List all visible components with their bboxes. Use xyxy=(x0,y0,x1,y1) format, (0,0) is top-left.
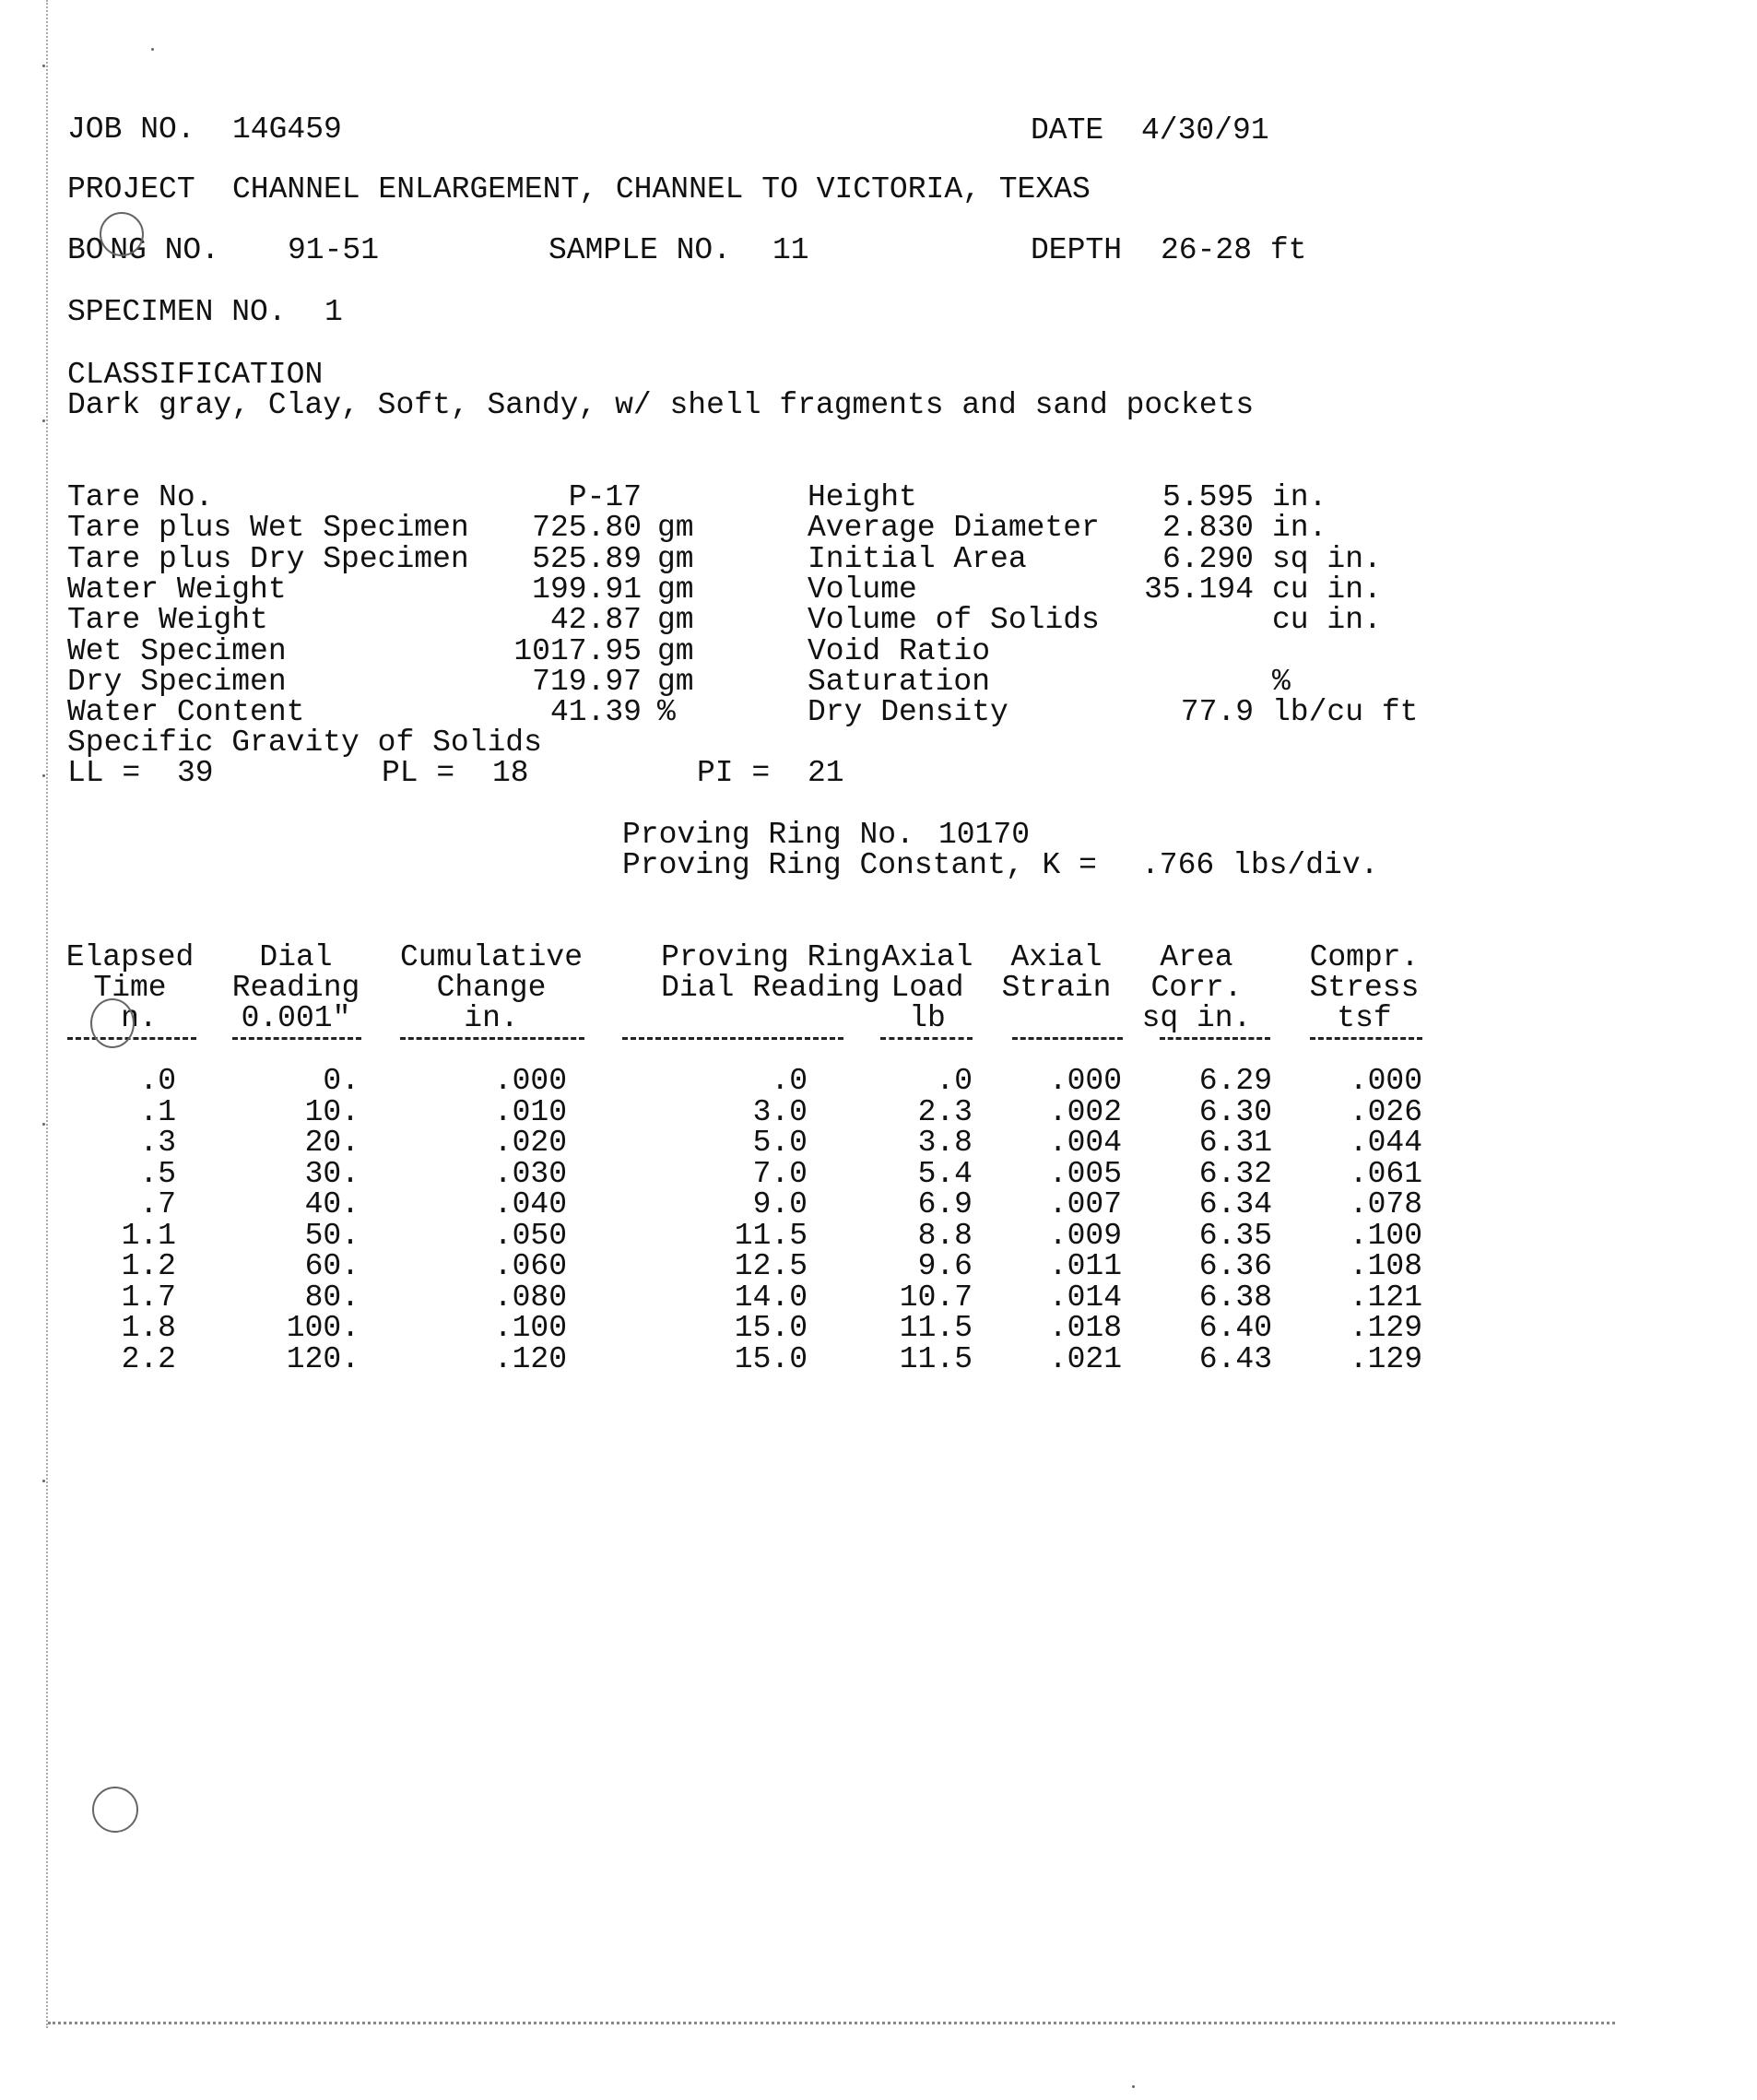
table-cell: .120 xyxy=(493,1341,567,1376)
proving-ring-number: 10170 xyxy=(938,818,1031,852)
table-cell: .014 xyxy=(1048,1280,1122,1315)
table-cell: .026 xyxy=(1349,1094,1422,1129)
table-cell: .044 xyxy=(1349,1126,1422,1160)
table-cell: .060 xyxy=(493,1249,567,1283)
table-cell: 15.0 xyxy=(734,1311,808,1345)
table-cell: .020 xyxy=(493,1126,567,1160)
table-cell: .3 xyxy=(139,1126,176,1160)
table-cell: .129 xyxy=(1349,1311,1422,1345)
table-cell: .080 xyxy=(493,1280,567,1315)
table-cell: 6.30 xyxy=(1198,1094,1272,1129)
property-unit: cu in. xyxy=(1272,572,1382,607)
property-label: Tare plus Wet Specimen xyxy=(67,511,469,546)
property-unit: gm xyxy=(657,541,694,576)
property-label: Initial Area xyxy=(808,541,1027,576)
speck xyxy=(151,48,154,51)
table-cell: 6.32 xyxy=(1198,1156,1272,1191)
project-value: CHANNEL ENLARGEMENT, CHANNEL TO VICTORIA, TEXAS xyxy=(232,172,1091,206)
table-cell: .050 xyxy=(493,1218,567,1253)
table-cell: 5.4 xyxy=(917,1156,973,1191)
job-label: JOB NO. xyxy=(67,112,195,147)
property-unit: lb/cu ft xyxy=(1272,695,1419,730)
table-cell: 7.0 xyxy=(752,1156,808,1191)
speck xyxy=(42,65,45,67)
table-cell: 1.7 xyxy=(121,1280,176,1315)
table-cell: .004 xyxy=(1048,1126,1122,1160)
table-cell: .000 xyxy=(493,1064,567,1098)
table-cell: 50. xyxy=(304,1218,360,1253)
date-label: DATE xyxy=(1031,113,1104,147)
property-value: 525.89 xyxy=(532,541,642,576)
property-label: Dry Density xyxy=(808,695,1008,730)
table-cell: .108 xyxy=(1349,1249,1422,1283)
table-cell: 6.31 xyxy=(1198,1126,1272,1160)
property-value: 41.39 xyxy=(549,695,642,730)
property-value: 725.80 xyxy=(532,511,642,546)
column-rule xyxy=(880,1037,973,1040)
ll-value: 39 xyxy=(177,756,214,790)
table-cell: 1.1 xyxy=(121,1218,176,1253)
table-cell: 5.0 xyxy=(752,1126,808,1160)
table-cell: 40. xyxy=(304,1187,360,1221)
table-cell: .030 xyxy=(493,1156,567,1191)
property-label: Dry Specimen xyxy=(67,664,287,699)
table-cell: .010 xyxy=(493,1094,567,1129)
table-cell: .129 xyxy=(1349,1341,1422,1376)
boring-label: BO NG NO. xyxy=(67,233,220,267)
pl-label: PL = xyxy=(382,756,455,790)
property-value: 719.97 xyxy=(532,664,642,699)
table-cell: 1.8 xyxy=(121,1311,176,1345)
table-cell: .040 xyxy=(493,1187,567,1221)
page-left-edge xyxy=(46,0,48,2028)
date-value: 4/30/91 xyxy=(1141,113,1269,147)
table-cell: 0. xyxy=(323,1064,360,1098)
property-unit: in. xyxy=(1272,511,1327,546)
speck xyxy=(1132,2085,1135,2088)
speck xyxy=(42,1480,45,1482)
table-cell: .061 xyxy=(1349,1156,1422,1191)
column-header: Area Corr. sq in. xyxy=(1141,940,1252,1035)
property-value: 2.830 xyxy=(1162,511,1254,546)
sample-label: SAMPLE NO. xyxy=(548,233,732,267)
table-cell: 3.0 xyxy=(752,1094,808,1129)
table-cell: 20. xyxy=(304,1126,360,1160)
table-cell: 11.5 xyxy=(899,1311,973,1345)
speck xyxy=(42,419,45,422)
table-cell: 1.2 xyxy=(121,1249,176,1283)
column-rule xyxy=(67,1037,196,1040)
property-label: Volume xyxy=(808,572,917,607)
sample-number: 11 xyxy=(772,233,809,267)
table-cell: 30. xyxy=(304,1156,360,1191)
table-cell: 2.3 xyxy=(917,1094,973,1129)
property-unit: gm xyxy=(657,664,694,699)
table-cell: 3.8 xyxy=(917,1126,973,1160)
table-cell: .007 xyxy=(1048,1187,1122,1221)
table-cell: 10.7 xyxy=(899,1280,973,1315)
column-rule xyxy=(400,1037,584,1040)
table-cell: 2.2 xyxy=(121,1341,176,1376)
property-label: Tare Weight xyxy=(67,603,268,638)
table-cell: 80. xyxy=(304,1280,360,1315)
property-label: Specific Gravity of Solids xyxy=(67,726,542,761)
table-cell: .1 xyxy=(139,1094,176,1129)
column-rule xyxy=(232,1037,361,1040)
property-value: 5.595 xyxy=(1162,480,1254,514)
table-cell: .021 xyxy=(1048,1341,1122,1376)
property-unit: % xyxy=(1272,664,1291,699)
property-value: 77.9 xyxy=(1180,695,1254,730)
job-number: 14G459 xyxy=(232,112,342,147)
property-label: Average Diameter xyxy=(808,511,1100,546)
table-cell: 9.0 xyxy=(752,1187,808,1221)
column-header: Axial Load lb xyxy=(881,940,973,1035)
proving-ring-constant-label: Proving Ring Constant, K = xyxy=(622,848,1097,882)
classification-label: CLASSIFICATION xyxy=(67,358,324,392)
table-cell: 6.34 xyxy=(1198,1187,1272,1221)
table-cell: .002 xyxy=(1048,1094,1122,1129)
table-cell: .018 xyxy=(1048,1311,1122,1345)
hole-punch xyxy=(100,212,144,256)
table-cell: 100. xyxy=(286,1311,360,1345)
table-cell: 60. xyxy=(304,1249,360,1283)
table-cell: .0 xyxy=(936,1064,973,1098)
table-cell: 120. xyxy=(286,1341,360,1376)
property-unit: % xyxy=(657,695,676,730)
property-unit: sq in. xyxy=(1272,541,1382,576)
table-cell: 6.9 xyxy=(917,1187,973,1221)
table-cell: 11.5 xyxy=(734,1218,808,1253)
table-cell: .100 xyxy=(493,1311,567,1345)
project-label: PROJECT xyxy=(67,172,195,206)
property-label: Volume of Solids xyxy=(808,603,1100,638)
hole-punch xyxy=(90,998,135,1048)
depth-label: DEPTH xyxy=(1031,233,1123,267)
speck xyxy=(42,774,45,777)
table-cell: 8.8 xyxy=(917,1218,973,1253)
property-unit: gm xyxy=(657,603,694,638)
depth-value: 26-28 ft xyxy=(1161,233,1307,267)
property-value: 1017.95 xyxy=(513,633,642,668)
table-cell: .5 xyxy=(139,1156,176,1191)
property-label: Wet Specimen xyxy=(67,633,287,668)
table-cell: .7 xyxy=(139,1187,176,1221)
classification-text: Dark gray, Clay, Soft, Sandy, w/ shell fragments and sand pockets xyxy=(67,388,1255,422)
property-unit: in. xyxy=(1272,480,1327,514)
property-value: P-17 xyxy=(568,480,642,514)
column-header: Cumulative Change in. xyxy=(399,940,584,1035)
column-rule xyxy=(1160,1037,1270,1040)
property-unit: gm xyxy=(657,511,694,546)
property-label: Water Content xyxy=(67,695,305,730)
pl-value: 18 xyxy=(492,756,529,790)
column-header: Dial Reading 0.001" xyxy=(231,940,360,1035)
table-cell: 14.0 xyxy=(734,1280,808,1315)
proving-ring-constant: .766 lbs/div. xyxy=(1141,848,1379,882)
property-label: Water Weight xyxy=(67,572,287,607)
property-unit: gm xyxy=(657,633,694,668)
table-cell: 9.6 xyxy=(917,1249,973,1283)
table-cell: 10. xyxy=(304,1094,360,1129)
property-value: 42.87 xyxy=(549,603,642,638)
column-header: Elapsed Time n. xyxy=(65,940,195,1035)
column-rule xyxy=(1310,1037,1422,1040)
table-cell: .0 xyxy=(771,1064,808,1098)
table-cell: 12.5 xyxy=(734,1249,808,1283)
pi-label: PI = xyxy=(697,756,771,790)
property-value: 35.194 xyxy=(1144,572,1254,607)
property-value: 6.290 xyxy=(1162,541,1254,576)
property-unit: gm xyxy=(657,572,694,607)
table-cell: 6.35 xyxy=(1198,1218,1272,1253)
page-bottom-edge xyxy=(48,2022,1615,2024)
table-cell: 6.36 xyxy=(1198,1249,1272,1283)
boring-number: 91-51 xyxy=(288,233,380,267)
specimen-label: SPECIMEN NO. xyxy=(67,295,287,329)
hole-punch xyxy=(92,1787,138,1833)
table-cell: .100 xyxy=(1349,1218,1422,1253)
table-cell: .0 xyxy=(139,1064,176,1098)
table-cell: .078 xyxy=(1349,1187,1422,1221)
table-cell: 6.29 xyxy=(1198,1064,1272,1098)
pi-value: 21 xyxy=(808,756,844,790)
column-header: Proving Ring Dial Reading xyxy=(661,940,880,1005)
ll-label: LL = xyxy=(67,756,141,790)
specimen-number: 1 xyxy=(324,295,343,329)
table-cell: .000 xyxy=(1048,1064,1122,1098)
property-label: Tare No. xyxy=(67,480,214,514)
table-cell: 11.5 xyxy=(899,1341,973,1376)
property-label: Void Ratio xyxy=(808,633,991,668)
table-cell: 6.38 xyxy=(1198,1280,1272,1315)
speck xyxy=(42,1123,45,1126)
property-unit: cu in. xyxy=(1272,603,1382,638)
column-header: Compr. Stress tsf xyxy=(1309,940,1420,1035)
column-header: Axial Strain xyxy=(1001,940,1112,1005)
property-value: 199.91 xyxy=(532,572,642,607)
table-cell: .000 xyxy=(1349,1064,1422,1098)
table-cell: 6.43 xyxy=(1198,1341,1272,1376)
table-cell: .009 xyxy=(1048,1218,1122,1253)
table-cell: 6.40 xyxy=(1198,1311,1272,1345)
column-rule xyxy=(1012,1037,1123,1040)
table-cell: 15.0 xyxy=(734,1341,808,1376)
property-label: Height xyxy=(808,480,917,514)
proving-ring-label: Proving Ring No. xyxy=(622,818,914,852)
property-label: Saturation xyxy=(808,664,991,699)
table-cell: .121 xyxy=(1349,1280,1422,1315)
table-cell: .005 xyxy=(1048,1156,1122,1191)
table-cell: .011 xyxy=(1048,1249,1122,1283)
property-label: Tare plus Dry Specimen xyxy=(67,541,469,576)
column-rule xyxy=(622,1037,843,1040)
